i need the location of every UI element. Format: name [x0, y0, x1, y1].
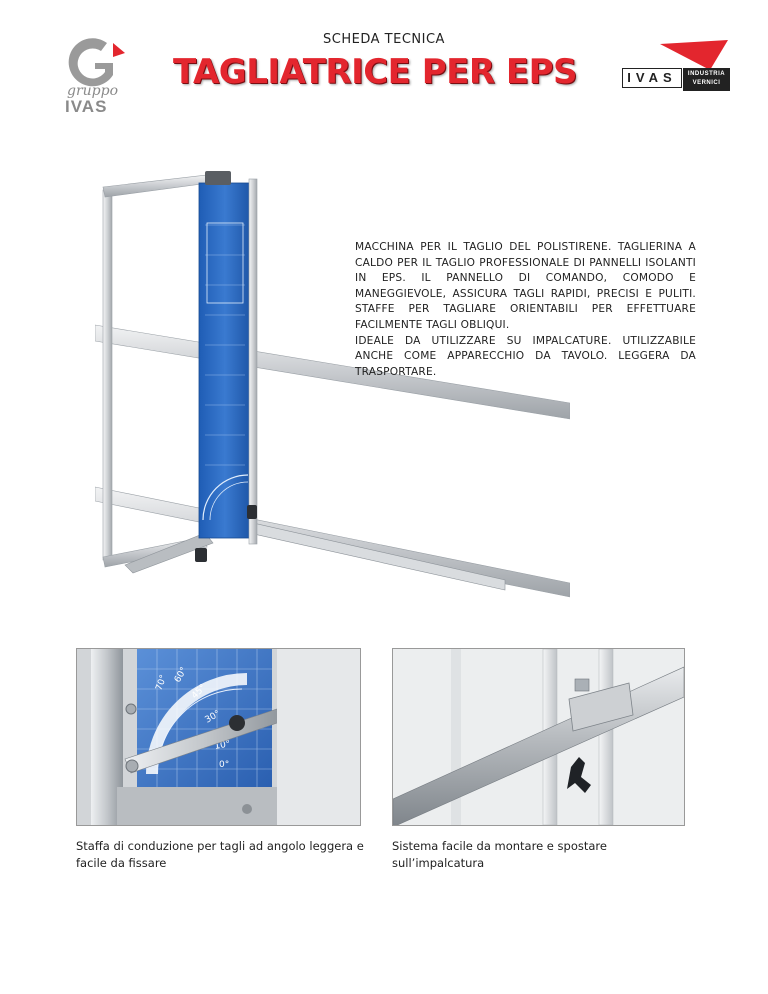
page-title: TAGLIATRICE PER EPS [172, 52, 578, 92]
caption-guide-bracket: Staffa di conduzione per tagli ad angolo leggera e facile da fissare [76, 839, 364, 870]
ivas-wordmark: IVAS [622, 68, 682, 88]
guide-bracket-photo [76, 648, 361, 826]
ivas-tagline-line1: INDUSTRIA [687, 71, 726, 77]
description-paragraph-1: MACCHINA PER IL TAGLIO DEL POLISTIRENE. TAGLIERINA A CALDO PER IL TAGLIO PROFESSIONALE DI PANNELLI ISOLANTI IN EPS. IL PANNELLO DI COMANDO, COMODO E MANEGGIEVOLE, ASSICURA TAGLI RAPIDI, PRECISI E PULITI. STAFFE PER TAGLIARE ORIENTABILI PER EFFETTUARE FACILMENTE TAGLI OBLIQUI. [355, 241, 696, 331]
caption-scaffold-mount: Sistema facile da montare e spostare sull’impalcatura [392, 839, 607, 870]
angle-label-70: 70° [154, 673, 170, 693]
product-photo-main [95, 165, 570, 605]
ivas-tagline-line2: VERNICI [692, 80, 721, 86]
angle-label-0: 0° [219, 760, 230, 770]
ivas-industria-vernici-logo [622, 38, 732, 98]
angle-label-60: 60° [172, 665, 190, 685]
gruppo-ivas-word: IVAS [65, 97, 108, 116]
angle-label-45: 45° [190, 682, 209, 702]
angle-label-30: 30° [203, 708, 223, 726]
document-type-label: SCHEDA TECNICA [323, 32, 445, 47]
ivas-tagline [683, 68, 730, 91]
description-paragraph-2: IDEALE DA UTILIZZARE SU IMPALCATURE. UTILIZZABILE ANCHE COME APPARECCHIO DA TAVOLO. LEGGERA DA TRASPORTARE. [355, 334, 696, 378]
product-description [355, 240, 696, 380]
angle-label-10: 10° [213, 739, 232, 752]
gruppo-ivas-logo [55, 35, 140, 120]
gruppo-word: gruppo [67, 83, 119, 99]
scaffold-mount-photo [392, 648, 685, 826]
